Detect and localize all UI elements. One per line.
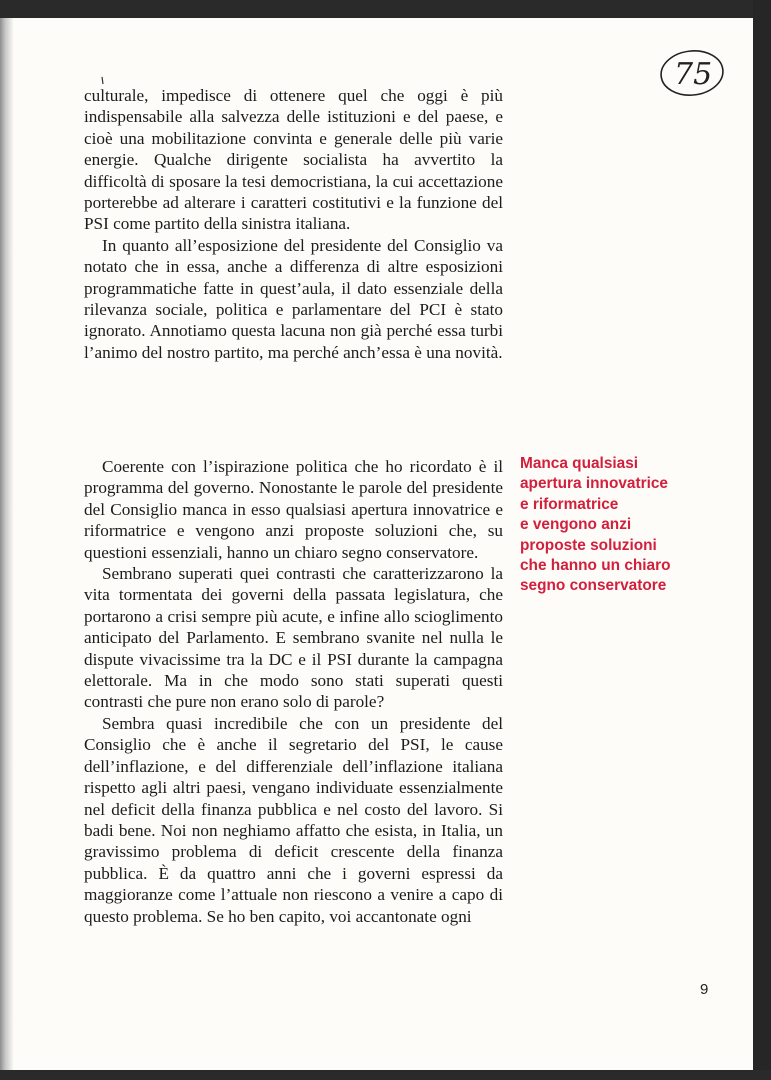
text-block-main: [84, 456, 503, 927]
paragraph: culturale, impedisce di ottenere quel che oggi è più indispensabile alla salvezza delle istituzioni e del paese, e cioè una mobilitazione convinta e generale delle più varie energie. Qualche dirigente socialista ha avvertito la difficoltà di sposare la tesi democristiana, la cui accettazione porterebbe ad alterare i caratteri costitutivi e la funzione del PSI come partito della sinistra italiana.: [84, 86, 503, 234]
paragraph: Sembrano superati quei contrasti che caratterizzarono la vita tormentata dei governi della passata legislatura, che portarono a crisi sempre più acute, e infine allo scioglimento anticipato del Parlamento. E sembrano svanite nel nulla le dispute vivacissime tra la DC e il PSI durante la campagna elettorale. Ma in che modo sono stati superati questi contrasti che pure non erano solo di parole?: [84, 564, 503, 712]
paragraph: Sembra quasi incredibile che con un presidente del Consiglio che è anche il segretario del PSI, le cause dell’inflazione, e del differenziale dell’inflazione italiana rispetto agli altri paesi, vengano individuate essenzialmente nel deficit della finanza pubblica e nel costo del lavoro. Si badi bene. Noi non neghiamo affatto che esista, in Italia, un gravissimo problema di deficit crescente della finanza pubblica. È da quattro anni che i governi espressi da maggioranze come l’attuale non riescono a venire a capo di questo problema. Se ho ben capito, voi accantonate ogni: [84, 713, 503, 926]
pull-quote-line: e vengono anzi: [520, 516, 632, 534]
scan-border-top: [0, 0, 771, 18]
handwritten-page-number: [658, 43, 728, 103]
paragraph: Coerente con l’ispirazione politica che ho ricordato è il programma del governo. Nonostante le parole del presidente del Consiglio manca in esso qualsiasi apertura innovatrice e riformatrice e vengono anzi proposte soluzioni che, su questioni essenziali, hanno un chiaro segno conservatore.: [84, 457, 503, 562]
page-number: 9: [700, 981, 709, 998]
pull-quote-line: apertura innovatrice: [520, 475, 668, 493]
pull-quote-line: e riformatrice: [520, 495, 619, 513]
handwritten-number-text: 75: [674, 57, 713, 92]
document-page: [0, 18, 753, 1070]
binding-shadow: [0, 18, 14, 1070]
pull-quote-line: Manca qualsiasi: [520, 455, 639, 472]
paragraph: In quanto all’esposizione del presidente del Consiglio va notato che in essa, anche a differenza di altre esposizioni programmatiche fatte in quest’aula, il dato essenziale della rilevanza sociale, politica e parlamentare del PCI è stato ignorato. Annotiamo questa lacuna non già perché essa turbi l’animo del nostro partito, ma perché anch’essa è una novità.: [84, 235, 503, 362]
pull-quote-line: che hanno un chiaro: [520, 557, 671, 575]
scan-border-right: [753, 0, 771, 1080]
scan-border-bottom: [0, 1070, 771, 1080]
pull-quote: [520, 454, 720, 597]
pull-quote-line: proposte soluzioni: [520, 536, 657, 554]
pull-quote-line: segno conservatore: [520, 577, 667, 595]
text-block-top: [84, 85, 503, 363]
